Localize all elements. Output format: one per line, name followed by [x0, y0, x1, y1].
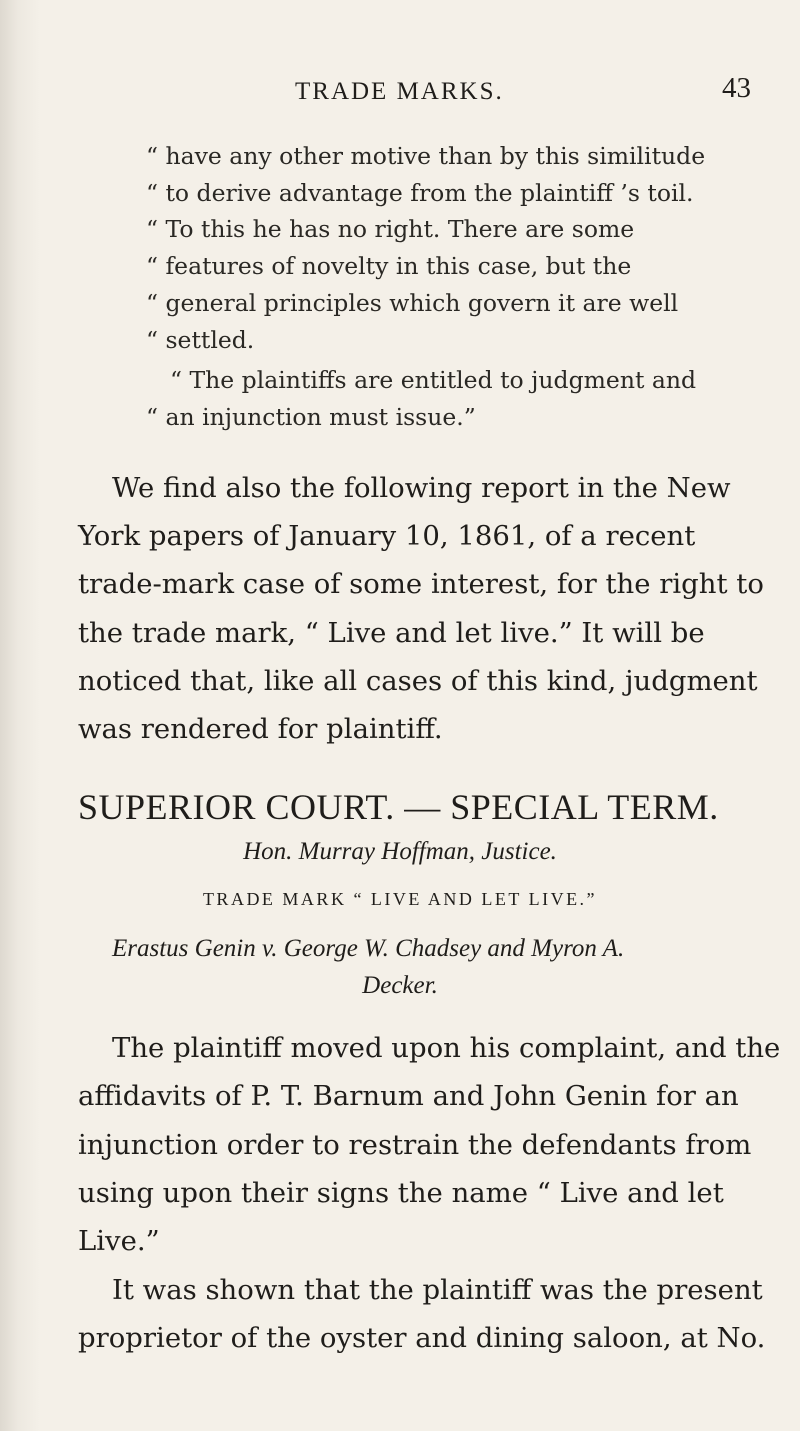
case-title-line: Decker. — [362, 972, 438, 999]
paragraph-line: injunction order to restrain the defendants from — [78, 1129, 752, 1161]
page-number: 43 — [722, 72, 751, 104]
quote-line: “ The plaintiffs are entitled to judgment and — [170, 366, 697, 394]
paragraph-line: We find also the following report in the New — [112, 472, 731, 504]
paragraph-line: was rendered for plaintiff. — [78, 713, 443, 745]
quote-line: “ an injunction must issue.” — [146, 403, 476, 431]
paragraph-line: using upon their signs the name “ Live and let — [78, 1177, 724, 1209]
paragraph-line: It was shown that the plaintiff was the present — [112, 1274, 763, 1306]
paragraph-line: affidavits of P. T. Barnum and John Genin for an — [78, 1080, 739, 1112]
court-heading: SUPERIOR COURT. — SPECIAL TERM. — [78, 787, 719, 827]
paragraph-line: noticed that, like all cases of this kind, judgment — [78, 665, 758, 697]
trade-mark-line: TRADE MARK “ LIVE AND LET LIVE.” — [202, 889, 598, 909]
paragraph-line: proprietor of the oyster and dining saloon, at No. — [78, 1322, 766, 1354]
paragraph-line: trade-mark case of some interest, for the right to — [78, 568, 764, 600]
quote-line: “ general principles which govern it are well — [146, 289, 679, 317]
paragraph-line: York papers of January 10, 1861, of a recent — [78, 520, 696, 552]
justice-line: Hon. Murray Hoffman, Justice. — [243, 838, 557, 865]
paragraph-line: Live.” — [78, 1225, 160, 1257]
quote-line: “ to derive advantage from the plaintiff ’s toil. — [146, 179, 694, 207]
paragraph-line: The plaintiff moved upon his complaint, and the — [112, 1032, 781, 1064]
quote-line: “ features of novelty in this case, but the — [146, 252, 632, 280]
running-header: TRADE MARKS. — [295, 78, 504, 105]
quote-line: “ settled. — [146, 326, 255, 354]
case-title-line: Erastus Genin v. George W. Chadsey and Myron A. — [112, 935, 625, 962]
quote-line: “ have any other motive than by this similitude — [146, 142, 706, 170]
paragraph-line: the trade mark, “ Live and let live.” It will be — [78, 617, 705, 649]
quote-line: “ To this he has no right. There are some — [146, 215, 635, 243]
